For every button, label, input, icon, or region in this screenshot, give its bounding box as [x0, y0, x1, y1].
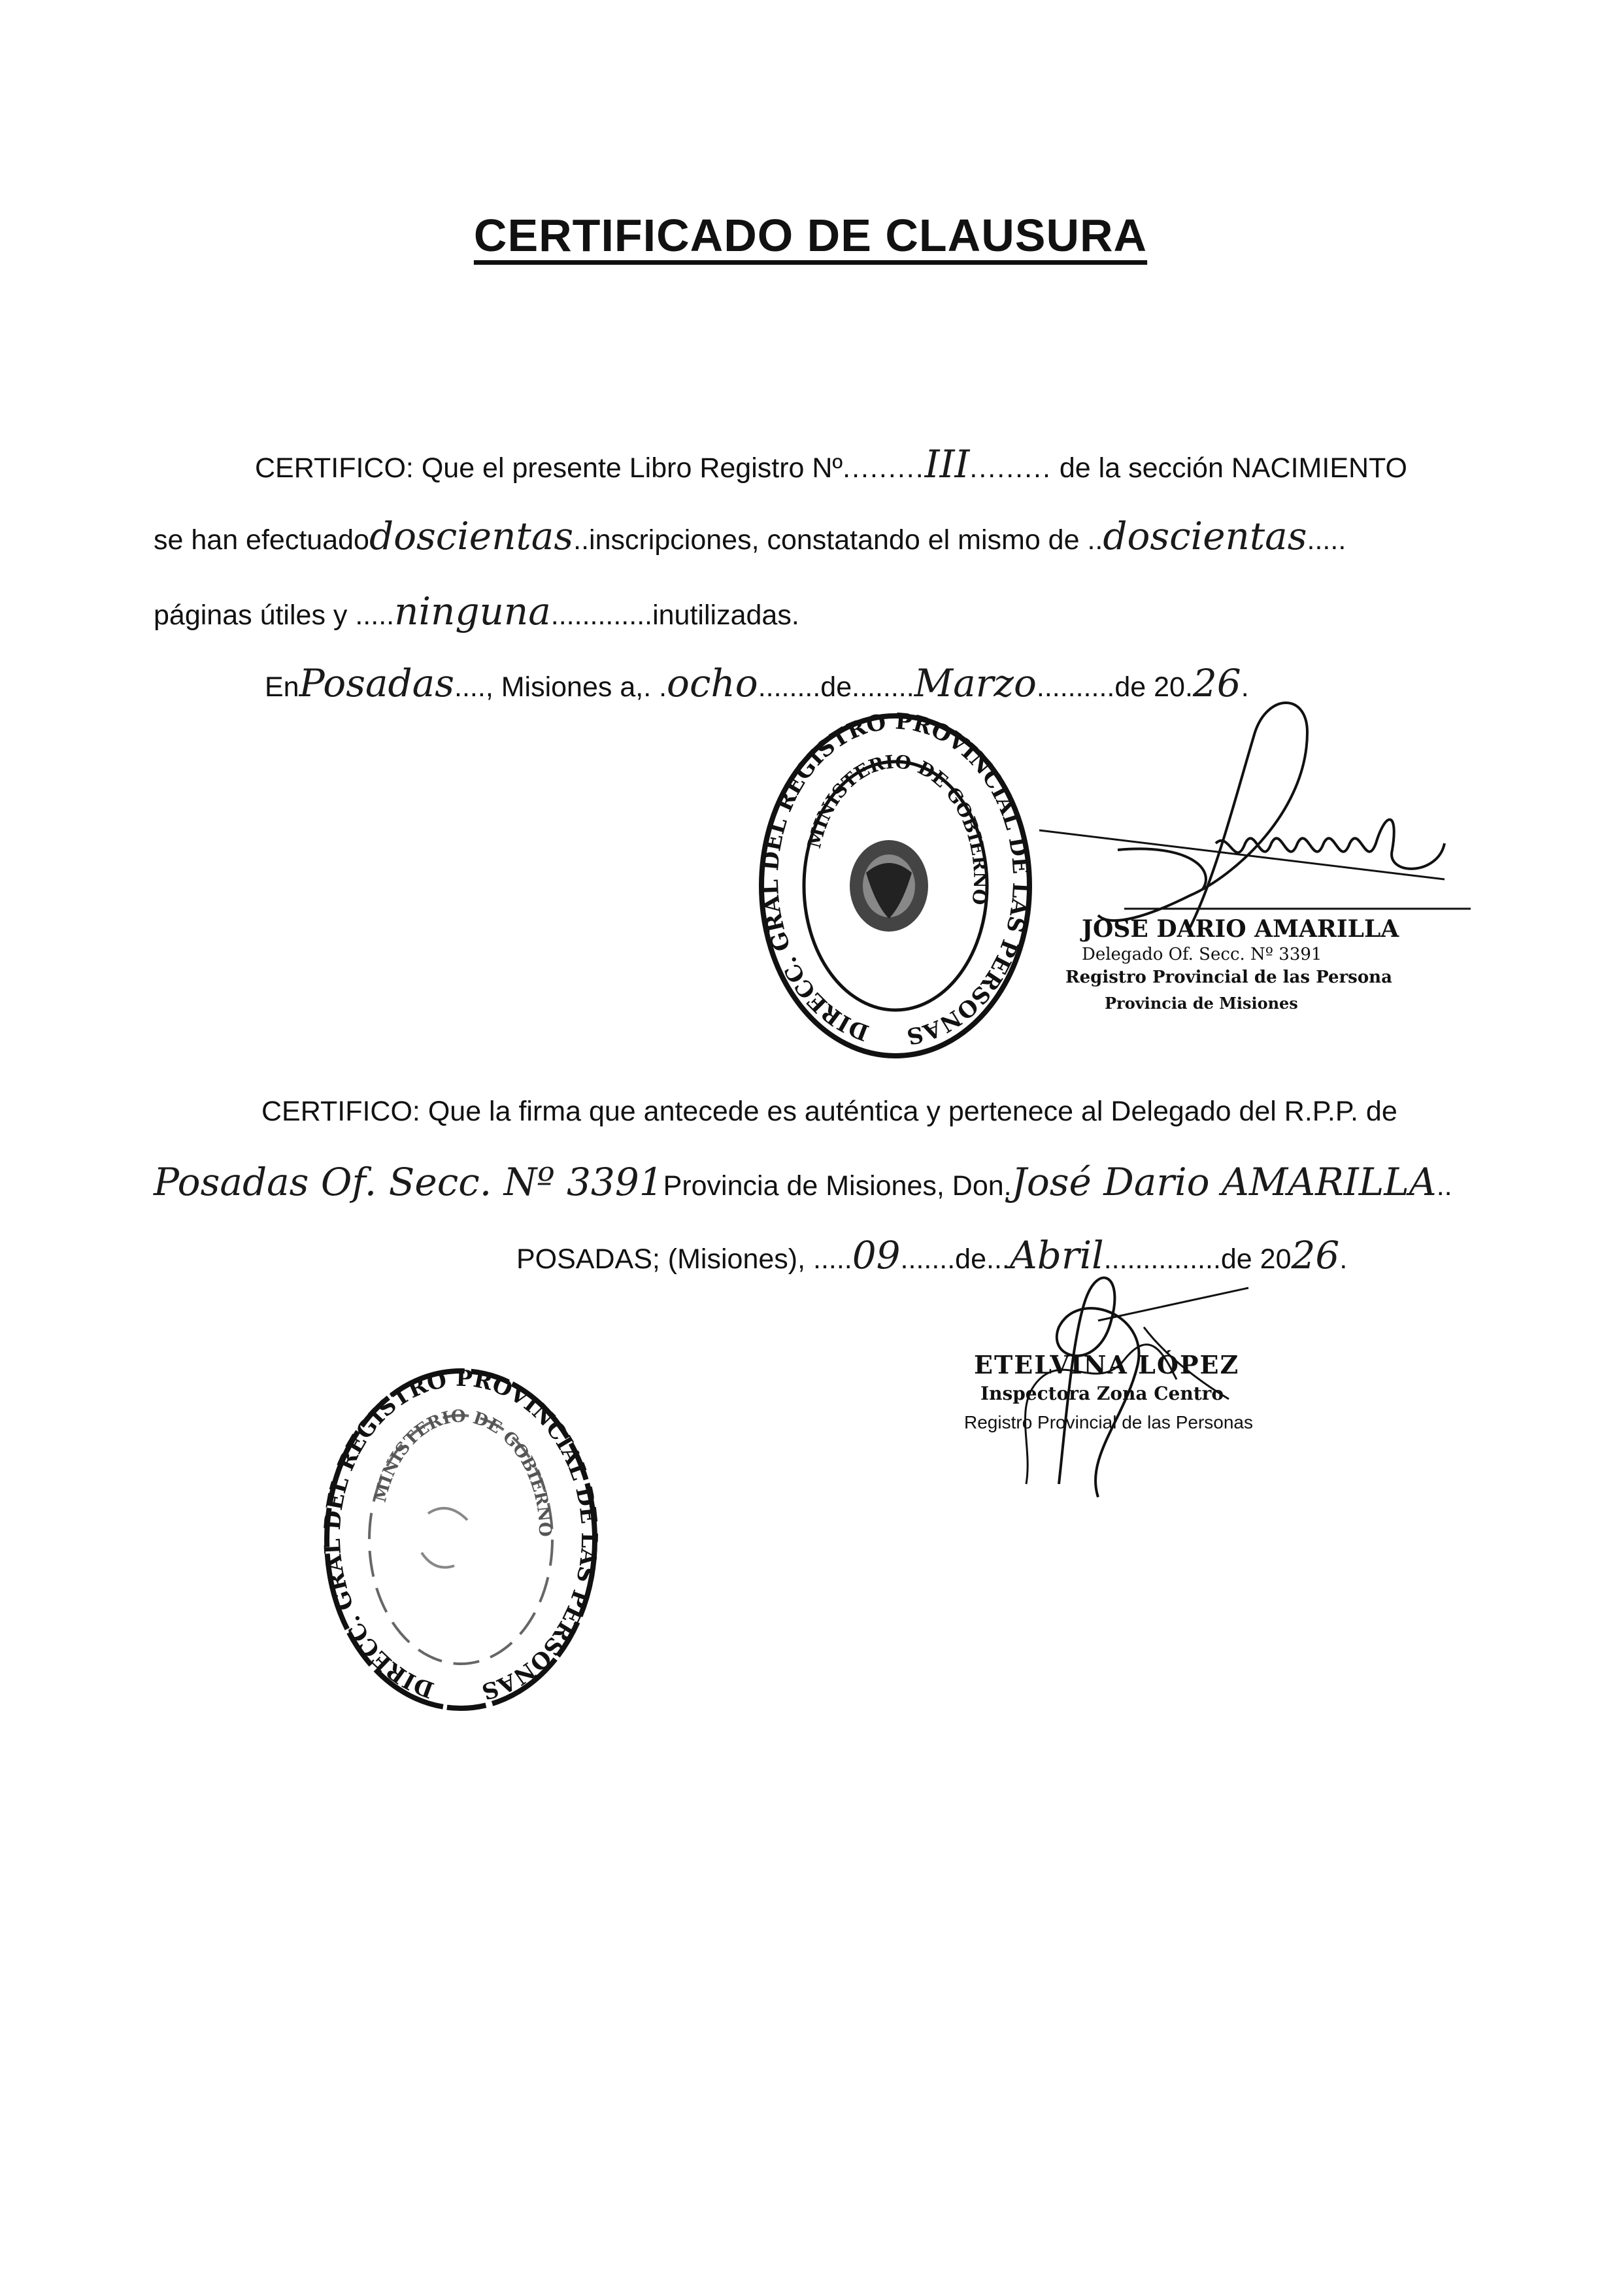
- libro-numero: III: [924, 442, 970, 486]
- cert1-line3: [154, 589, 799, 635]
- mes2-value: Abril: [1009, 1233, 1104, 1277]
- cert1-text: ..inscripciones, constatando el mismo de ..: [573, 524, 1103, 556]
- cert1-line2: [154, 516, 1346, 560]
- cert1-text: CERTIFICO: Que el presente Libro Registro Nº: [255, 452, 843, 484]
- cert2-text: ..: [1436, 1170, 1452, 1202]
- dots: .........: [843, 452, 925, 484]
- paginas-value: doscientas: [1103, 514, 1307, 558]
- inscripciones-value: doscientas: [369, 514, 574, 558]
- oficina-value: Posadas Of. Secc. Nº 3391: [154, 1160, 663, 1204]
- stamp2-outer-text: DIRECC. GRAL DEL REGISTRO PROVINCIAL DE LAS PERSONAS: [319, 1365, 603, 1705]
- lugar-value: Posadas: [299, 661, 455, 705]
- cert1-text: se han efectuado: [154, 524, 369, 556]
- coat-of-arms-icon: [850, 840, 928, 932]
- cert1-line1: [255, 442, 1407, 488]
- don-value: José Dario AMARILLA: [1011, 1160, 1437, 1204]
- cert1-text: ...., Misiones a,. .: [454, 671, 667, 703]
- mes-value: Marzo: [914, 661, 1037, 705]
- cert1-text: de la sección NACIMIENTO: [1051, 452, 1407, 484]
- signature-1-scribble: [1020, 680, 1477, 954]
- signature1-name: JOSE DARIO AMARILLA: [1082, 915, 1399, 943]
- signature1-org: Registro Provincial de las Persona: [1065, 968, 1392, 987]
- cert2-text: .......de...: [900, 1243, 1010, 1275]
- cert2-text: POSADAS; (Misiones), .....: [516, 1243, 852, 1275]
- signature2-org: Registro Provincial de las Personas: [964, 1412, 1253, 1432]
- dots: .........: [969, 452, 1052, 484]
- cert1-text: En: [265, 671, 299, 703]
- dia-value: ocho: [667, 661, 758, 705]
- dia2-value: 09: [852, 1233, 901, 1277]
- signature1-prov: Provincia de Misiones: [1105, 994, 1298, 1013]
- cert1-text: páginas útiles y .....: [154, 599, 395, 631]
- signature2-role: Inspectora Zona Centro: [980, 1383, 1224, 1404]
- cert2-text: ...............de 20: [1103, 1243, 1292, 1275]
- cert1-text: .............inutilizadas.: [550, 599, 799, 631]
- anio2-value: 26: [1291, 1233, 1340, 1277]
- document-title: CERTIFICADO DE CLAUSURA: [473, 210, 1148, 261]
- cert2-line2: [154, 1162, 1452, 1206]
- cert1-text: ........de........: [758, 671, 914, 703]
- cert1-text: ..........de 20.: [1036, 671, 1193, 703]
- inutilizadas-value: ninguna: [394, 589, 551, 633]
- cert2-line1: CERTIFICO: Que la firma que antecede es auténtica y pertenece al Delegado del R.P.P. de: [261, 1096, 1397, 1127]
- faded-emblem-icon: [422, 1508, 467, 1568]
- cert1-text: .: [1241, 671, 1249, 703]
- cert1-text: .....: [1307, 524, 1346, 556]
- stamp1-inner-text: MINISTERIO DE GOBIERNO: [803, 751, 992, 906]
- signature1-role: Delegado Of. Secc. Nº 3391: [1082, 945, 1322, 964]
- official-stamp-1: [752, 703, 1039, 1069]
- stamp2-inner-text: MINISTERIO DE GOBIERNO: [370, 1406, 555, 1538]
- stamp1-outer-text: DIRECC. GRAL DEL REGISTRO PROVINCIAL DE LAS PERSONAS: [757, 708, 1034, 1050]
- cert2-text: Provincia de Misiones, Don.: [663, 1170, 1012, 1202]
- cert2-text: .: [1339, 1243, 1348, 1275]
- signature2-name: ETELVINA LÓPEZ: [974, 1350, 1240, 1379]
- anio-value: 26: [1192, 661, 1241, 705]
- official-stamp-2: [317, 1357, 605, 1723]
